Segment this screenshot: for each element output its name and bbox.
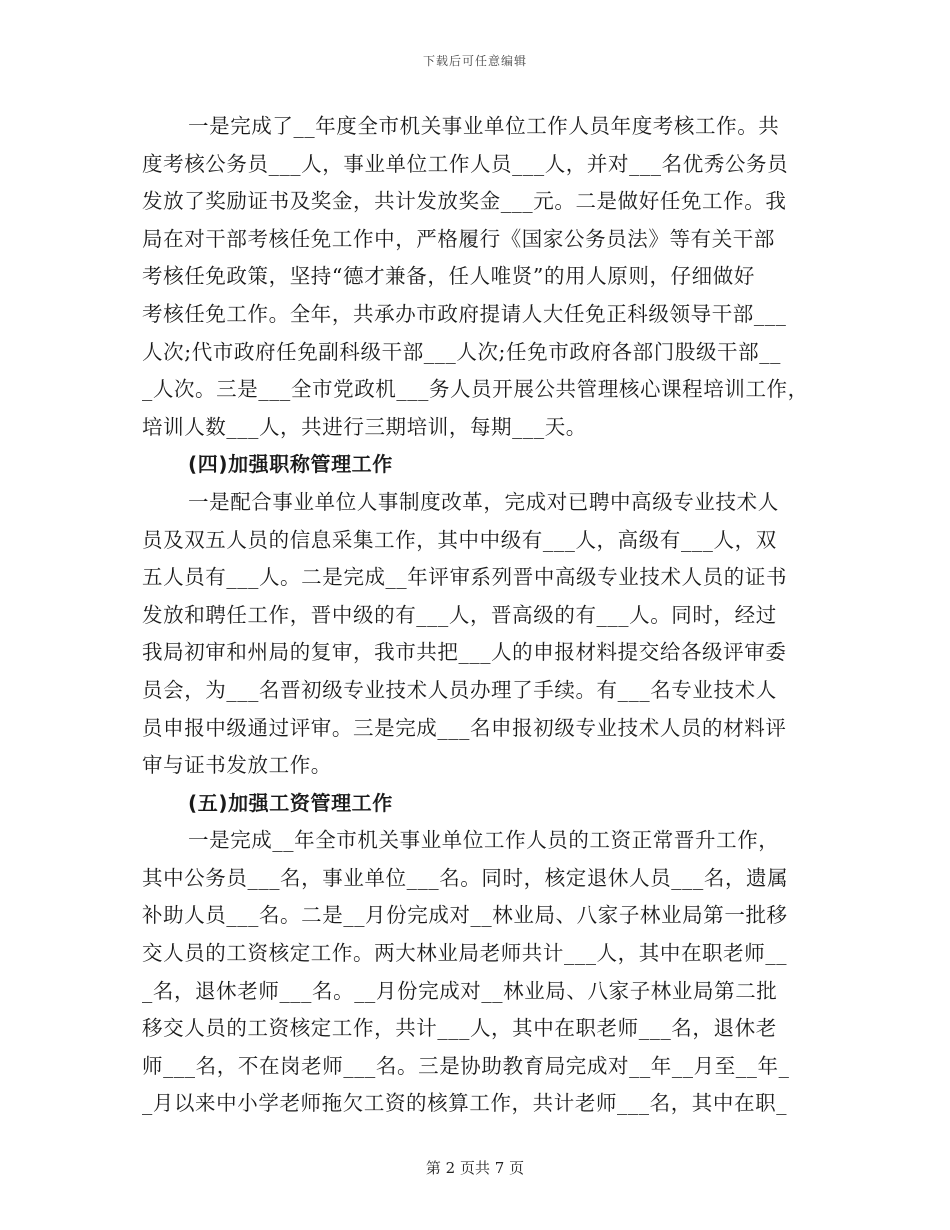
body-text-line: _月以来中小学老师拖欠工资的核算工作，共计老师___名，其中在职_ bbox=[142, 1091, 788, 1116]
body-text-line: 一是完成__年全市机关事业单位工作人员的工资正常晋升工作， bbox=[188, 828, 780, 853]
body-text-line: 交人员的工资核定工作。两大林业局老师共计___人，其中在职老师__ bbox=[142, 941, 788, 966]
download-note: 下载后可任意编辑 bbox=[422, 54, 527, 68]
document-body bbox=[142, 108, 812, 1123]
body-text-line: 一是配合事业单位人事制度改革，完成对已聘中高级专业技术人 bbox=[188, 489, 779, 514]
body-text-line: 其中公务员___名，事业单位___名。同时，核定退休人员___名，遗属 bbox=[142, 865, 789, 890]
body-text-line: 发放和聘任工作，晋中级的有___人，晋高级的有___人。同时，经过 bbox=[142, 602, 777, 627]
body-text-line: 我局初审和州局的复审，我市共把___人的申报材料提交给各级评审委 bbox=[142, 640, 787, 665]
body-text-line: 培训人数___人，共进行三期培训，每期___天。 bbox=[142, 414, 587, 439]
body-text-line: 人次;代市政府任免副科级干部___人次;任免市政府各部门股级干部__ bbox=[142, 339, 781, 364]
body-text-line: 员会，为___名晋初级专业技术人员办理了手续。有___名专业技术人 bbox=[142, 677, 777, 702]
section-heading: (四)加强职称管理工作 bbox=[188, 452, 393, 477]
body-text-line: 员申报中级通过评审。三是完成___名申报初级专业技术人员的材料评 bbox=[142, 715, 787, 740]
body-text-line: 补助人员___名。二是__月份完成对__林业局、八家子林业局第一批移 bbox=[142, 903, 788, 928]
body-text-line: 发放了奖励证书及奖金，共计发放奖金___元。二是做好任免工作。我 bbox=[142, 189, 787, 214]
page-number: 第 2 页共 7 页 bbox=[425, 1159, 525, 1177]
body-text-line: 师___名，不在岗老师___名。三是协助教育局完成对__年__月至__年_ bbox=[142, 1053, 790, 1078]
body-text-line: _人次。三是___全市党政机___务人员开展公共管理核心课程培训工作， bbox=[142, 377, 809, 402]
body-text-line: 一是完成了__年度全市机关事业单位工作人员年度考核工作。共 bbox=[188, 114, 780, 138]
body-text-line: _名，退休老师___名。__月份完成对__林业局、八家子林业局第二批 bbox=[142, 978, 778, 1003]
body-text-line: 局在对干部考核任免工作中，严格履行《国家公务员法》等有关干部 bbox=[142, 226, 775, 251]
body-text-line: 考核任免政策，坚持“德才兼备，任人唯贤”的用人原则，仔细做好 bbox=[142, 264, 755, 289]
body-text-line: 五人员有___人。二是完成__年评审系列晋中高级专业技术人员的证书 bbox=[142, 565, 788, 590]
body-text-line: 移交人员的工资核定工作，共计___人，其中在职老师___名，退休老 bbox=[142, 1016, 777, 1041]
body-text-line: 度考核公务员___人，事业单位工作人员___人，并对___名优秀公务员 bbox=[142, 151, 789, 176]
body-text-line: 考核任免工作。全年，共承办市政府提请人大任免正科级领导干部___ bbox=[142, 301, 787, 326]
body-text-line: 员及双五人员的信息采集工作，其中中级有___人，高级有___人，双 bbox=[142, 527, 777, 552]
body-text-line: 审与证书发放工作。 bbox=[142, 753, 332, 778]
section-heading: (五)加强工资管理工作 bbox=[188, 790, 393, 815]
